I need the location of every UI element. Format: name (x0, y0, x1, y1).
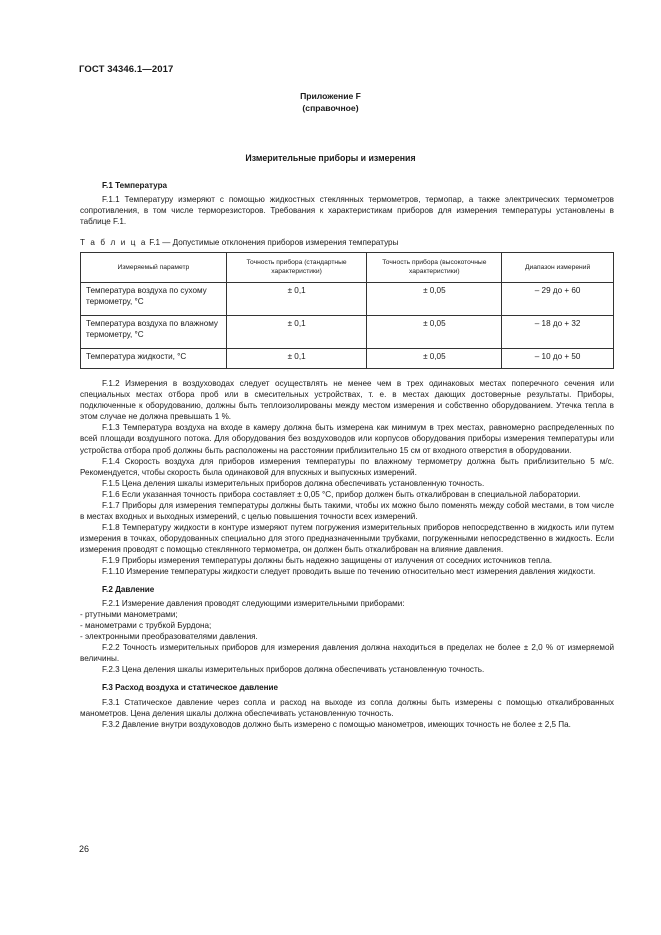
table-header-cell: Точность прибора (стандартные характеристики) (226, 253, 367, 283)
paragraph-f1-9: F.1.9 Приборы измерения температуры должны быть надежно защищены от излучения от соседних источников тепла. (102, 555, 552, 565)
table-caption-prefix: Т а б л и ц а (80, 238, 147, 248)
table-row (81, 283, 614, 316)
list-item: - ртутными манометрами; (80, 610, 178, 620)
table-header-cell: Измеряемый параметр (81, 253, 227, 283)
list-item: - манометрами с трубкой Бурдона; (80, 621, 212, 631)
table-cell: – 29 до + 60 (502, 283, 614, 316)
table-caption (80, 237, 614, 248)
paragraph-f1-8: F.1.8 Температуру жидкости в контуре измеряют путем погружения измерительных приборов непосредственно в жидкость или путем измерения в точках, оборудованных специально для этого предназначенными трубками, погруженными непосредственно в жидкость. Если измерения проводят с помощью стеклянного термометра, он должен быть откалиброван на влияние давления. (80, 522, 614, 554)
table-cell: – 18 до + 32 (502, 316, 614, 349)
document-body (80, 180, 614, 730)
standard-header: ГОСТ 34346.1—2017 (79, 64, 174, 75)
table-header-cell: Диапазон измерений (502, 253, 614, 283)
table-cell: Температура воздуха по влажному термометру, °С (81, 316, 227, 349)
paragraph-f3-2: F.3.2 Давление внутри воздуховодов должно быть измерено с помощью манометров, имеющих точность не более ± 2,5 Па. (102, 719, 571, 729)
table-cell: ± 0,1 (226, 316, 367, 349)
section-heading-f2: F.2 Давление (102, 585, 155, 595)
section-heading-f1: F.1 Температура (102, 181, 168, 190)
page-number: 26 (79, 844, 90, 854)
tolerance-table (80, 252, 614, 369)
annex-title: Приложение F (300, 91, 361, 101)
table-cell: Температура жидкости, °С (81, 349, 227, 369)
paragraph-f1-3: F.1.3 Температура воздуха на входе в камеру должна быть измерена как минимум в трех местах, равномерно распределенных по всей площади воздушного потока. Для оборудования без воздуховодов или корпусов оборудования приборы измерения температуры или устройства отбора проб должны быть расположены на расстоянии приблизительно 15 см от входного отверстия в оборудовании. (80, 423, 614, 455)
paragraph-f1-2: F.1.2 Измерения в воздуховодах следует осуществлять не менее чем в трех одинаковых местах поперечного сечения или специальных местах отбора проб или в смесительных устройствах, т. е. в местах дающих достоверные результаты. Приборы, подключенные к оборудованию, должны быть теплоизолированы между местом измерения и собственно оборудованием. Утечка тепла в этом случае не должна превышать 1 %. (80, 379, 614, 422)
paragraph-f1-6: F.1.6 Если указанная точность прибора составляет ± 0,05 °С, прибор должен быть откалиброван в специальной лаборатории. (102, 489, 581, 499)
paragraph-f2-1: F.2.1 Измерение давления проводят следующими измерительными приборами: (102, 599, 405, 609)
paragraph-f1-5: F.1.5 Цена деления шкалы измерительных приборов должна обеспечивать установленную точность. (102, 478, 485, 488)
paragraph-f3-1: F.3.1 Статическое давление через сопла и расход на выходе из сопла должны быть измерены с помощью откалиброванных манометров. Цена деления шкалы должна обеспечивать установленную точность. (80, 697, 614, 718)
paragraph-f2-3: F.2.3 Цена деления шкалы измерительных приборов должна обеспечивать установленную точность. (102, 665, 485, 675)
table-cell: – 10 до + 50 (502, 349, 614, 369)
table-cell: ± 0,1 (226, 283, 367, 316)
page-title: Измерительные приборы и измерения (245, 153, 416, 163)
table-cell: ± 0,05 (367, 349, 502, 369)
paragraph-f1-7: F.1.7 Приборы для измерения температуры должны быть такими, чтобы их можно было поменять между собой местами, в том числе в местах входных и выходных измерений, с целью повышения точности всех измерений. (80, 500, 614, 521)
table-cell: Температура воздуха по сухому термометру, °С (81, 283, 227, 316)
paragraph-f1-10: F.1.10 Измерение температуры жидкости следует проводить выше по течению относительно мест измерения давления жидкости. (102, 567, 596, 577)
table-header-row (81, 253, 614, 283)
list-item: - электронными преобразователями давления. (80, 632, 258, 642)
table-cell: ± 0,1 (226, 349, 367, 369)
table-caption-text: F.1 — Допустимые отклонения приборов измерения температуры (146, 238, 399, 248)
annex-subtitle: (справочное) (302, 103, 359, 113)
paragraph-f1-4: F.1.4 Скорость воздуха для приборов измерения температуры по влажному термометру должна быть приблизительно 5 м/с. Рекомендуется, чтобы скорость была одинаковой для впускных и выпускных измерений. (80, 456, 614, 477)
paragraph-f2-2: F.2.2 Точность измерительных приборов для измерения давления должна находиться в пределах не более ± 2,0 % от измеряемой величины. (80, 643, 614, 664)
table-cell: ± 0,05 (367, 316, 502, 349)
table-row (81, 349, 614, 369)
table-cell: ± 0,05 (367, 283, 502, 316)
section-heading-f3: F.3 Расход воздуха и статическое давление (102, 683, 279, 693)
table-row (81, 316, 614, 349)
table-header-cell: Точность прибора (высокоточные характеристики) (367, 253, 502, 283)
paragraph-f1-1: F.1.1 Температуру измеряют с помощью жидкостных стеклянных термометров, термопар, а также электрических термометров сопротивления, в том числе терморезисторов. Требования к характеристикам приборов для измерения температуры установлены в таблице F.1. (80, 195, 614, 227)
